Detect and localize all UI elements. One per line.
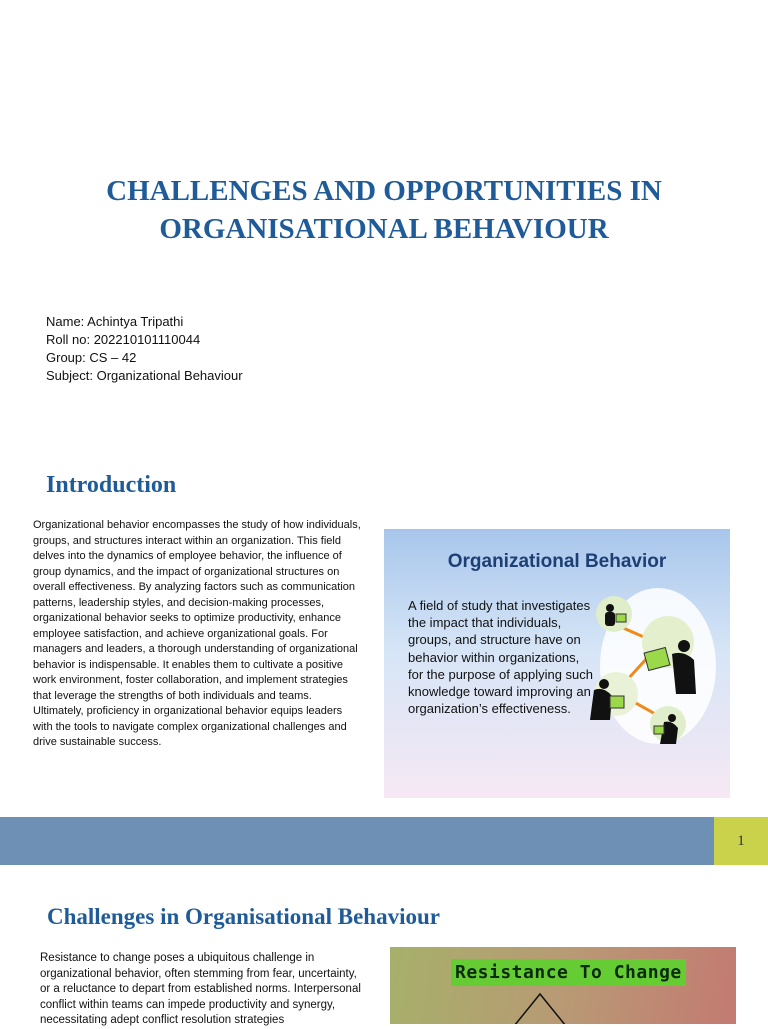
introduction-text: Organizational behavior encompasses the study of how individuals, groups, and structures interact within an organization. This field delves into the dynamics of employee behavior, the influence of group dynamics, and the impact of organizational structures on overall effectiveness. By analyzing factors such as communication patterns, leadership styles, and decision-making processes, organizational behavior seeks to optimize productivity, enhance employee satisfaction, and achieve organizational goals. For managers and leaders, a thorough understanding of organizational behavior is indispensable. It enables them to cultivate a positive work environment, foster collaboration, and implement strategies that leverage the strengths of both individuals and teams. Ultimately, proficiency in organizational behavior equips leaders with the tools to navigate complex organizational challenges and drive sustainable success. [33, 519, 361, 748]
resistance-label: Resistance To Change [451, 959, 686, 986]
org-behavior-image-text: A field of study that investigates the impact that individuals, groups, and structure have on behavior within organizations, for the purpose of applying such knowledge toward improving an organization’s effectiveness. [408, 598, 594, 717]
introduction-heading: Introduction [46, 472, 177, 498]
org-behavior-image [384, 529, 730, 798]
triangle-icon [490, 991, 590, 1024]
challenges-heading: Challenges in Organisational Behaviour [47, 904, 440, 929]
challenges-text: Resistance to change poses a ubiquitous challenge in organizational behavior, often stemming from fear, uncertainty, or a reluctance to depart from established norms. Interpersonal conflict within teams can impede productivity and synergy, necessitating adept conflict resolution strategies [40, 952, 361, 1026]
slide-footer-band [0, 817, 714, 865]
info-name: Name: Achintya Tripathi [46, 314, 184, 329]
title-line-1: CHALLENGES AND OPPORTUNITIES IN [106, 175, 662, 207]
title-line-2: ORGANISATIONAL BEHAVIOUR [159, 213, 609, 245]
info-roll: Roll no: 202210101110044 [46, 332, 201, 347]
resistance-image [390, 947, 736, 1024]
org-behavior-image-title: Organizational Behavior [447, 551, 667, 572]
student-info [46, 313, 243, 385]
page-number: 1 [714, 817, 768, 865]
network-people-illustration [580, 584, 730, 798]
document-title [40, 172, 728, 248]
info-group: Group: CS – 42 [46, 350, 137, 365]
info-subject: Subject: Organizational Behaviour [46, 368, 243, 383]
